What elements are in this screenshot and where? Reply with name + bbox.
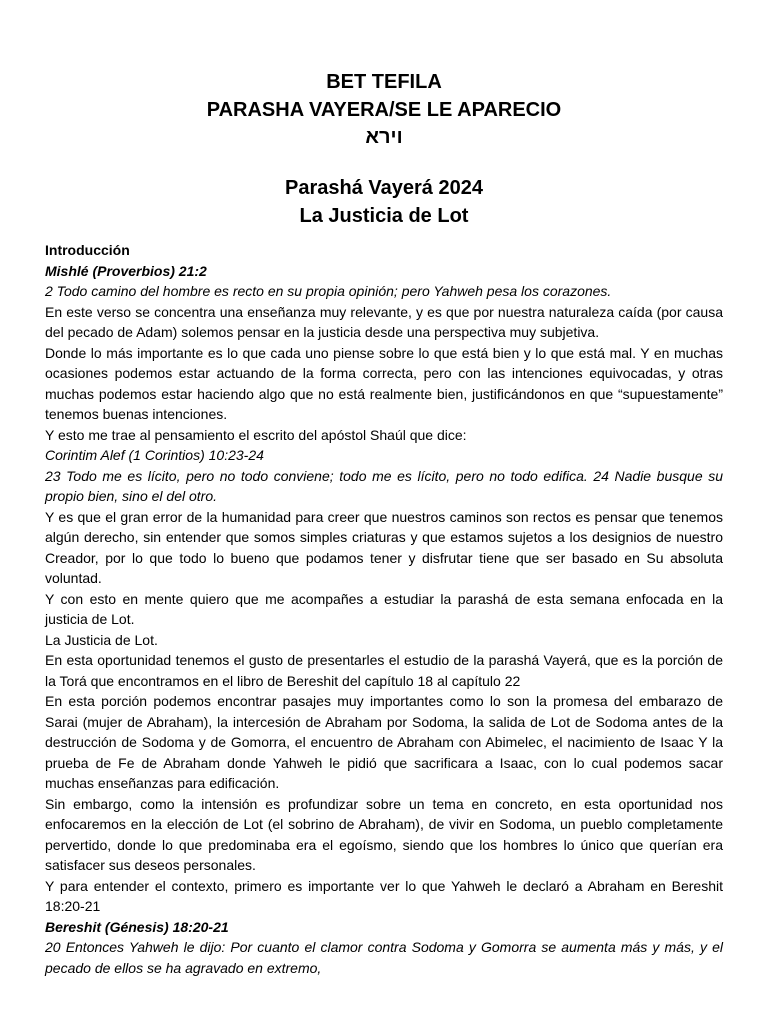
document-title: Parashá Vayerá 2024 <box>285 177 483 199</box>
header-spacer <box>45 150 723 174</box>
paragraph-8: En esta porción podemos encontrar pasajes muy importantes como lo son la promesa del embarazo de Sarai (mujer de Abraham), la intercesión de Abraham por Sodoma, la salida de Lot de Sodoma antes de la destrucción de Sodoma y de Gomorra, el encuentro de Abraham con Abimelec, el nacimiento de Isaac Y la prueba de Fe de Abraham donde Yahweh le pidió que sacrificara a Isaac, con lo cual podemos sacar muchas enseñanzas para edificación. <box>45 693 723 791</box>
paragraph-7: En esta oportunidad tenemos el gusto de presentarles el estudio de la parashá Vayerá, que es la porción de la Torá que encontramos en el libro de Bereshit del capítulo 18 al capítulo 22 <box>45 652 723 689</box>
scripture-verse-bereshit: 20 Entonces Yahweh le dijo: Por cuanto el clamor contra Sodoma y Gomorra se aumenta más y más, y el pecado de ellos se ha agravado en extremo, <box>45 939 723 976</box>
paragraph-3: Y esto me trae al pensamiento el escrito del apóstol Shaúl que dice: <box>45 426 467 443</box>
scripture-verse-mishle: 2 Todo camino del hombre es recto en su propia opinión; pero Yahweh pesa los corazones. <box>45 283 612 299</box>
document-body <box>45 240 723 978</box>
scripture-verse-corintios: 23 Todo me es lícito, pero no todo conviene; todo me es lícito, pero no todo edifica. 24 Nadie busque su propio bien, sino el del otro. <box>45 467 723 504</box>
paragraph-9: Sin embargo, como la intensión es profundizar sobre un tema en concreto, en esta oportunidad nos enfocaremos en la elección de Lot (el sobrino de Abraham), de vivir en Sodoma, un pueblo completamente pervertido, donde lo que predominaba era el egoísmo, siendo que los hombres lo único que querían era satisfacer sus deseos personales. <box>45 795 723 873</box>
header-line-1: BET TEFILA <box>326 71 442 93</box>
paragraph-6: La Justicia de Lot. <box>45 631 158 648</box>
intro-heading: Introducción <box>45 242 130 258</box>
scripture-reference-mishle: Mishlé (Proverbios) 21:2 <box>45 262 207 279</box>
scripture-reference-bereshit: Bereshit (Génesis) 18:20-21 <box>45 918 229 935</box>
paragraph-4: Y es que el gran error de la humanidad para creer que nuestros caminos son rectos es pensar que tenemos algún derecho, sin entender que somos simples criaturas y que estamos sujetos a los designios de nuestro Creador, por lo que todo lo bueno que podamos tener y disfrutar tiene que ser basado en Su absoluta voluntad. <box>45 508 723 586</box>
scripture-reference-corintios: Corintim Alef (1 Corintios) 10:23-24 <box>45 447 264 463</box>
header-line-2: PARASHA VAYERA/SE LE APARECIO <box>206 99 562 121</box>
document-header <box>45 0 723 230</box>
header-hebrew: וירא <box>365 126 403 148</box>
paragraph-5: Y con esto en mente quiero que me acompañes a estudiar la parashá de esta semana enfocada en la justicia de Lot. <box>45 590 723 627</box>
paragraph-2: Donde lo más importante es lo que cada uno piense sobre lo que está bien y lo que está mal. Y en muchas ocasiones podemos estar actuando de la forma correcta, pero con las intenciones equivocadas, y otras muchas podemos estar haciendo algo que no está realmente bien, justificándonos en que “supuestamente” tenemos buenas intenciones. <box>45 344 723 422</box>
paragraph-10: Y para entender el contexto, primero es importante ver lo que Yahweh le declaró a Abraham en Bereshit 18:20-21 <box>45 877 723 914</box>
paragraph-1: En este verso se concentra una enseñanza muy relevante, y es que por nuestra naturaleza caída (por causa del pecado de Adam) solemos pensar en la justicia desde una perspectiva muy subjetiva. <box>45 303 723 340</box>
document-subtitle: La Justicia de Lot <box>299 205 469 227</box>
